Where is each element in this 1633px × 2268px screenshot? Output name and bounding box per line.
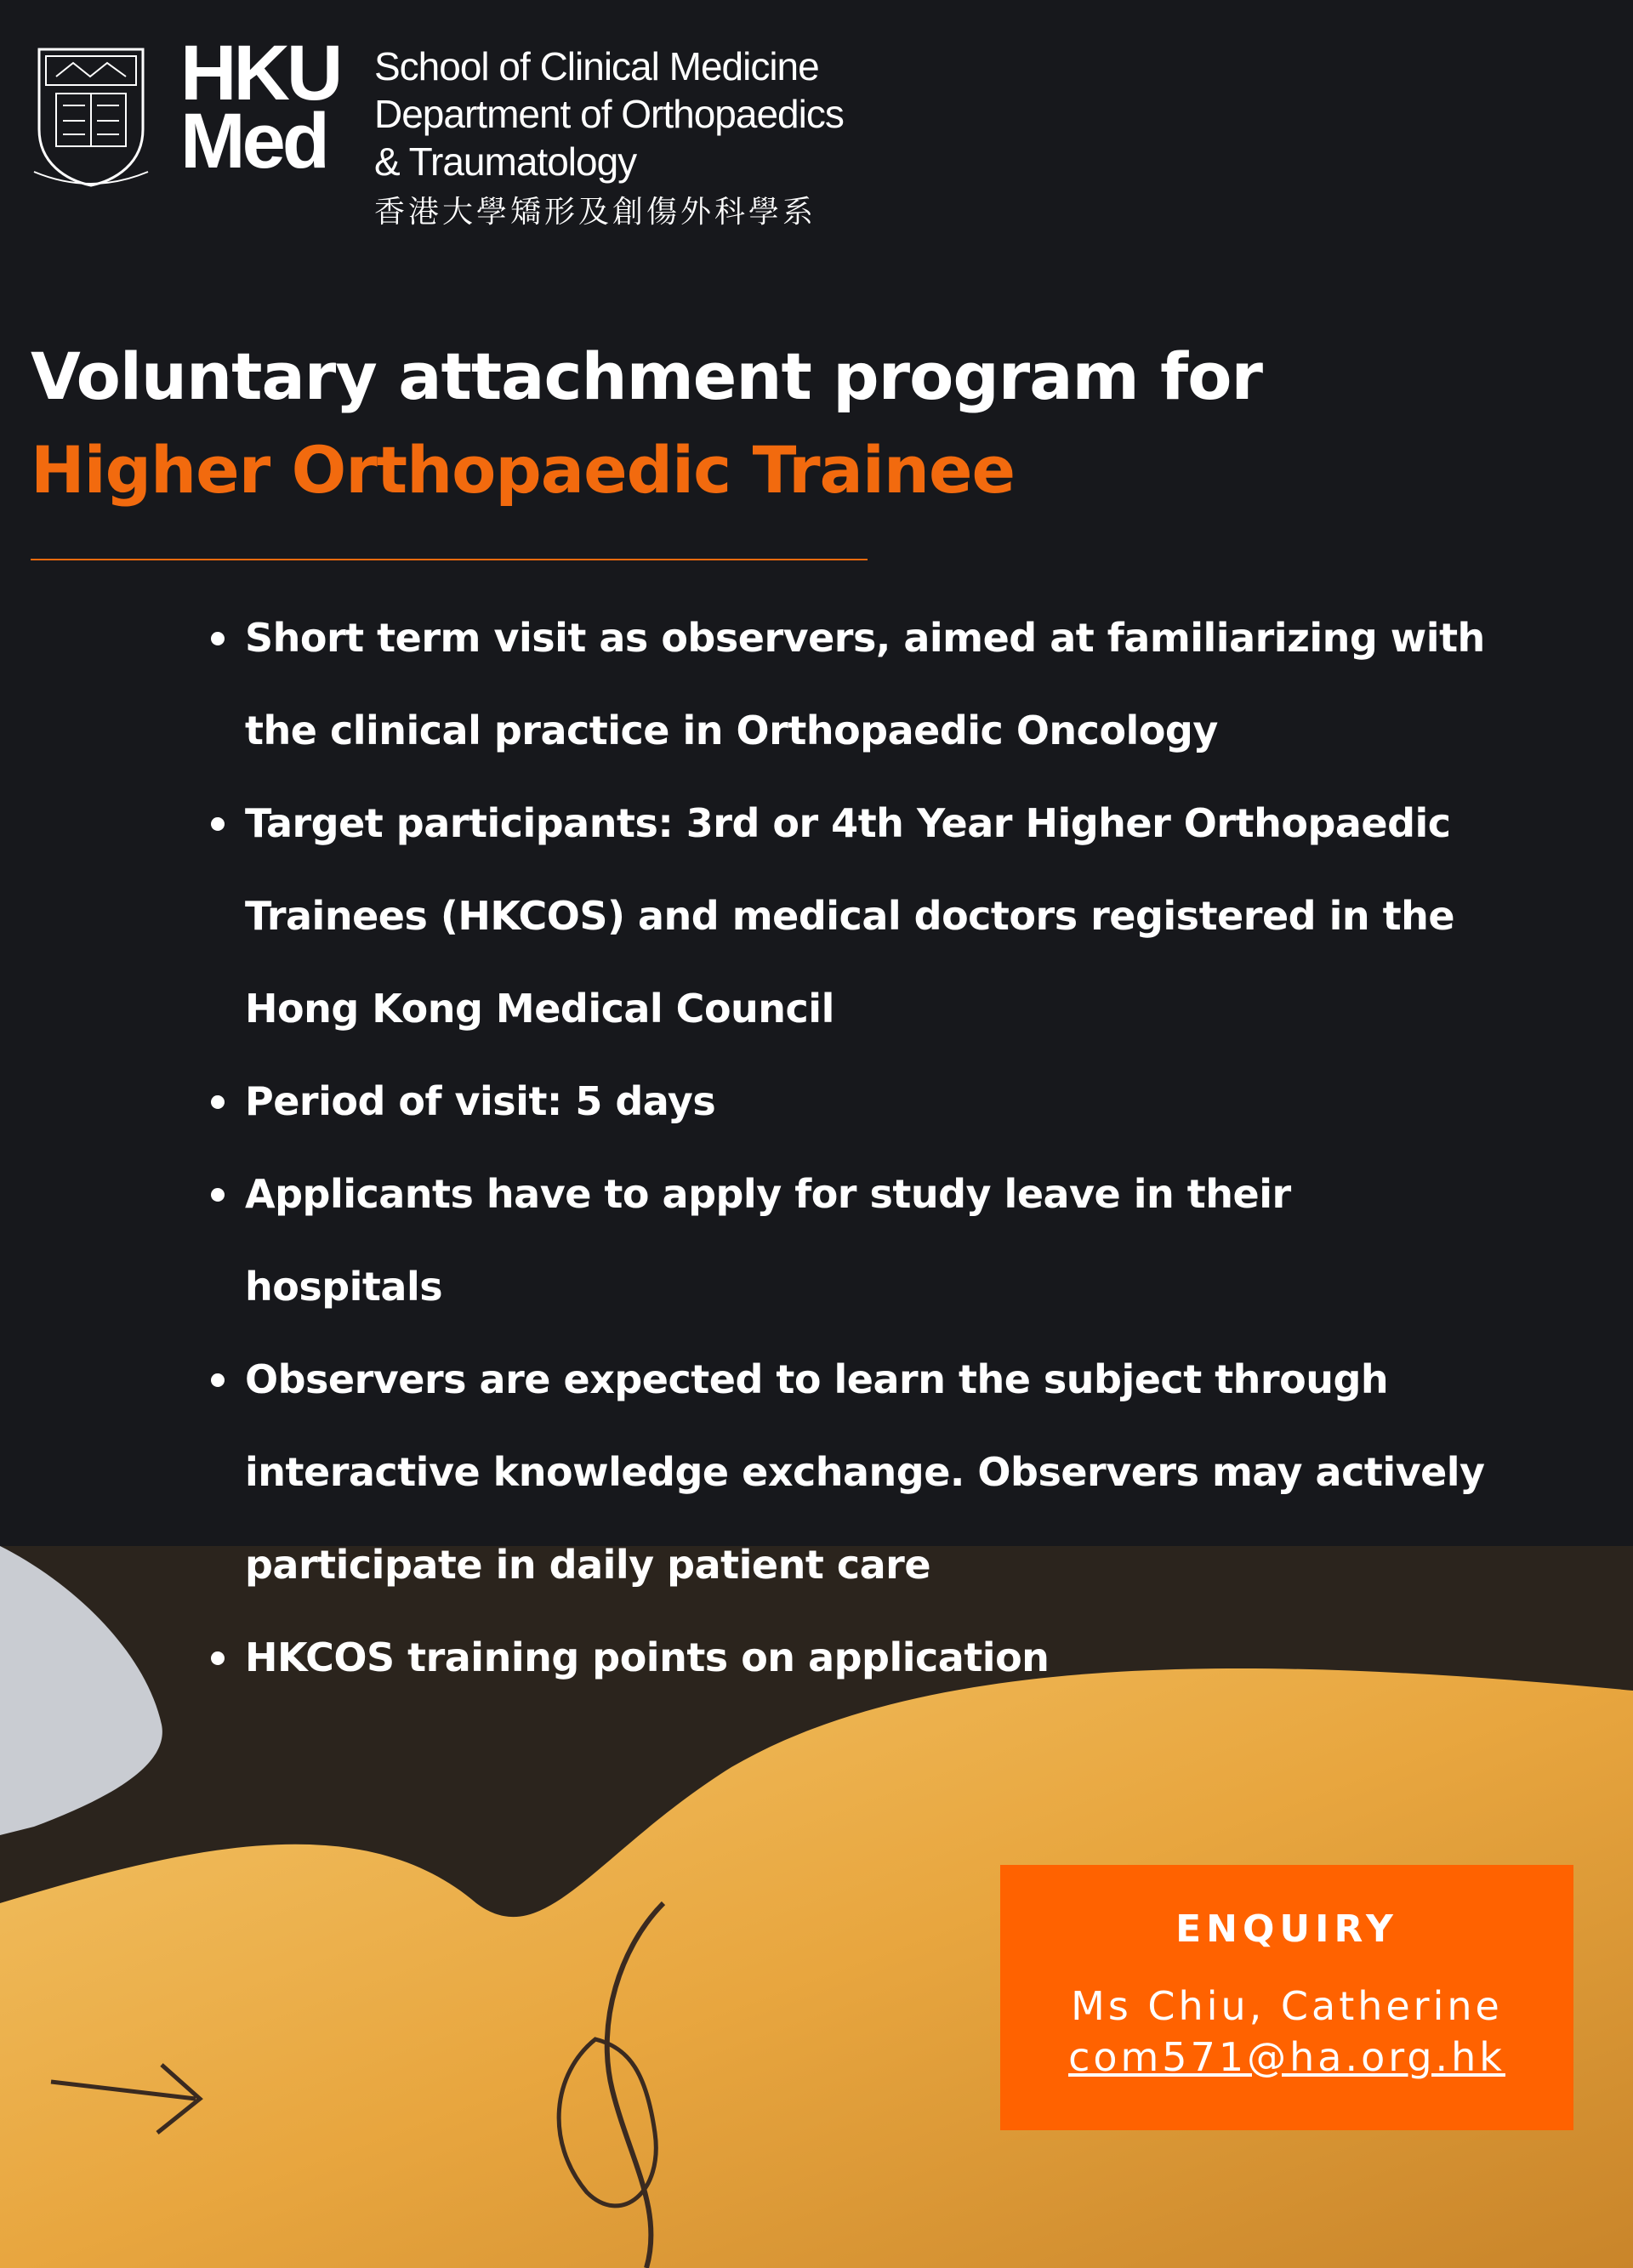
enquiry-box — [1000, 1865, 1573, 2130]
bullet-icon — [211, 1651, 225, 1665]
bullet-icon — [211, 817, 225, 831]
bullet-icon — [211, 1373, 225, 1387]
department-line-2: & Traumatology — [374, 139, 637, 184]
bullet-icon — [211, 1188, 225, 1202]
bullet-icon — [211, 632, 225, 645]
department-name — [374, 43, 844, 236]
enquiry-email-link[interactable]: com571@ha.org.hk — [1068, 2034, 1505, 2080]
program-details-list — [204, 592, 1497, 1704]
list-item-text: HKCOS training points on application — [245, 1634, 1050, 1680]
page-title — [31, 330, 1262, 517]
title-line-1: Voluntary attachment program for — [31, 338, 1262, 414]
list-item-text: Short term visit as observers, aimed at familiarizing with the clinical practice in Orthopaedic Oncology — [245, 615, 1485, 753]
logo-hku-text: HKU — [180, 30, 340, 117]
title-line-2: Higher Orthopaedic Trainee — [31, 432, 1016, 508]
hku-med-logo — [180, 30, 350, 185]
department-line: Department of Orthopaedics — [374, 92, 844, 136]
list-item-text: Applicants have to apply for study leave in their hospitals — [245, 1171, 1291, 1310]
list-item — [204, 777, 1497, 1055]
department-chinese-name: 香港大學矯形及創傷外科學系 — [374, 195, 817, 230]
logo-med-text: Med — [180, 98, 327, 185]
school-line: School of Clinical Medicine — [374, 44, 819, 88]
enquiry-heading: ENQUIRY — [1175, 1907, 1398, 1951]
list-item-text: Period of visit: 5 days — [245, 1078, 716, 1124]
list-item-text: Target participants: 3rd or 4th Year Higher Orthopaedic Trainees (HKCOS) and medical doctors registered in the Hong Kong Medical Council — [245, 800, 1455, 1032]
list-item — [204, 592, 1497, 777]
bullet-icon — [211, 1095, 225, 1109]
hku-crest-icon — [31, 44, 151, 187]
list-item — [204, 1148, 1497, 1333]
title-divider — [31, 559, 868, 560]
enquiry-contact-name: Ms Chiu, Catherine — [1071, 1983, 1503, 2029]
list-item — [204, 1333, 1497, 1611]
list-item — [204, 1055, 1497, 1148]
list-item — [204, 1611, 1497, 1704]
list-item-text: Observers are expected to learn the subject through interactive knowledge exchange. Observers may actively participate in daily patient care — [245, 1356, 1485, 1588]
